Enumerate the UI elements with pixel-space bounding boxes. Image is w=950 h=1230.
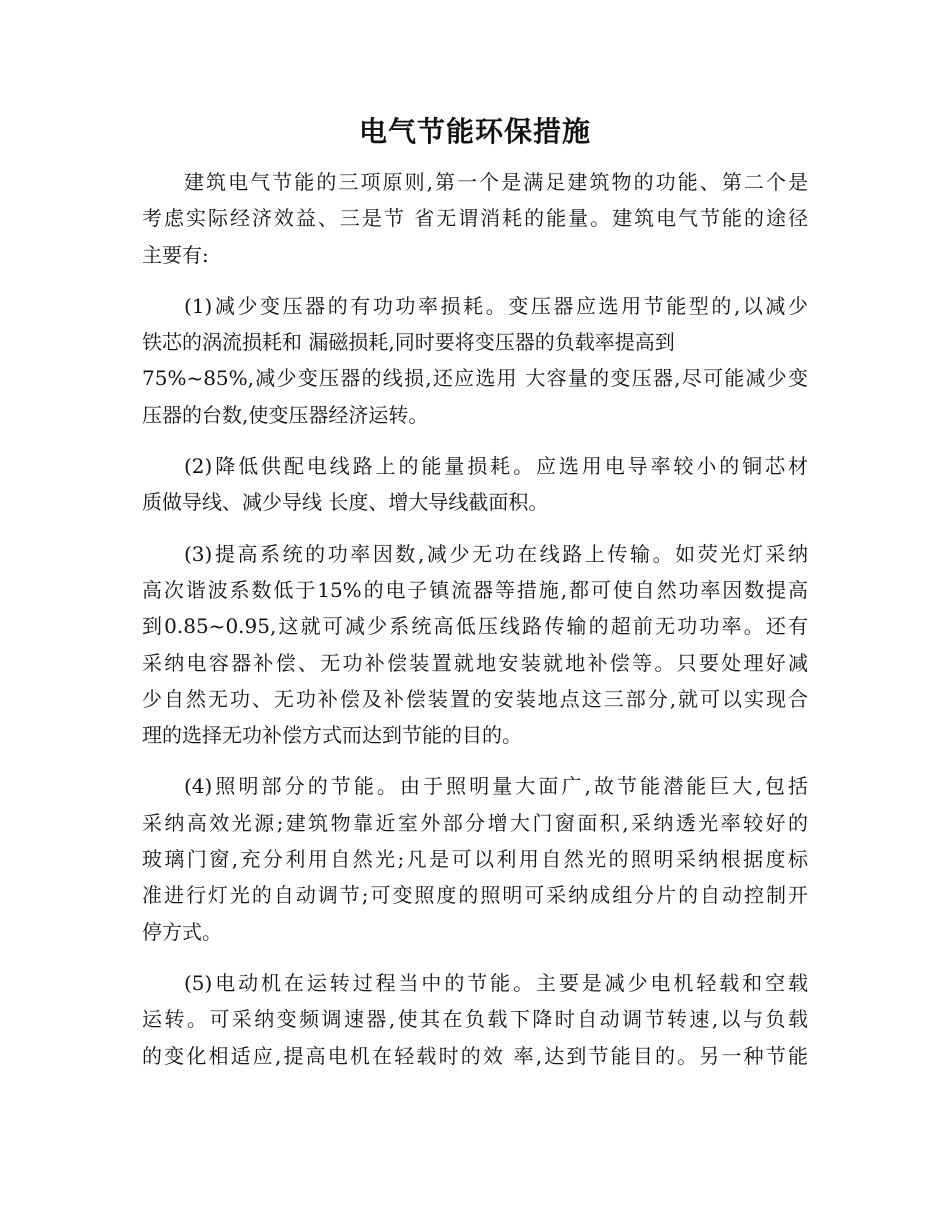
- text-line: 压器的台数,使变压器经济运转。: [142, 402, 429, 427]
- document-title: 电气节能环保措施: [358, 115, 591, 148]
- text-line: 的变化相适应,提高电机在轻载时的效 率,达到节能目的。另一种节能: [142, 1043, 808, 1068]
- paragraph-line-loss: [142, 448, 808, 521]
- text-line: (2)降低供配电线路上的能量损耗。应选用电导率较小的铜芯材: [184, 454, 808, 479]
- text-line: 质做导线、减少导线 长度、增大导线截面积。: [142, 490, 549, 515]
- text-line: (4)照明部分的节能。由于照明量大面广,故节能潜能巨大,包括: [184, 774, 808, 799]
- text-line: 建筑电气节能的三项原则,第一个是满足建筑物的功能、第二个是: [184, 170, 808, 194]
- paragraph-motor: [142, 965, 808, 1074]
- text-line: 停方式。: [142, 919, 222, 944]
- paragraph-transformer-loss: [142, 288, 808, 433]
- text-line: 理的选择无功补偿方式而达到节能的目的。: [142, 723, 522, 748]
- paragraph-intro: [142, 164, 808, 273]
- text-line: 采纳电容器补偿、无功补偿装置就地安装就地补偿等。只要处理好减: [142, 650, 808, 675]
- document-body: [142, 164, 808, 1089]
- text-line: (1)减少变压器的有功功率损耗。变压器应选用节能型的,以减少: [184, 293, 808, 318]
- text-line: 到0.85~0.95,这就可减少系统高低压线路传输的超前无功功率。还有: [142, 614, 808, 639]
- text-line: 运转。可采纳变频调速器,使其在负载下降时自动调节转速,以与负载: [142, 1007, 808, 1032]
- text-line: 高次谐波系数低于15%的电子镇流器等措施,都可使自然功率因数提高: [142, 577, 808, 602]
- text-line: 玻璃门窗,充分利用自然光;凡是可以利用自然光的照明采纳根据度标: [142, 847, 808, 872]
- paragraph-lighting: [142, 768, 808, 949]
- text-line: 铁芯的涡流损耗和 漏磁损耗,同时要将变压器的负载率提高到: [142, 330, 675, 355]
- text-line: 准进行灯光的自动调节;可变照度的照明可采纳成组分片的自动控制开: [142, 883, 808, 908]
- text-line: (5)电动机在运转过程当中的节能。主要是减少电机轻载和空载: [184, 970, 808, 995]
- text-line: (3)提高系统的功率因数,减少无功在线路上传输。如荧光灯采纳: [184, 541, 808, 566]
- text-line: 主要有:: [142, 242, 209, 267]
- text-line: 采纳高效光源;建筑物靠近室外部分增大门窗面积,采纳透光率较好的: [142, 810, 808, 835]
- text-line: 少自然无功、无功补偿及补偿装置的安装地点这三部分,就可以实现合: [142, 686, 808, 711]
- paragraph-power-factor: [142, 536, 808, 754]
- text-line: 75%~85%,减少变压器的线损,还应选用 大容量的变压器,尽可能减少变: [142, 366, 808, 391]
- text-line: 考虑实际经济效益、三是节 省无谓消耗的能量。建筑电气节能的途径: [142, 206, 808, 231]
